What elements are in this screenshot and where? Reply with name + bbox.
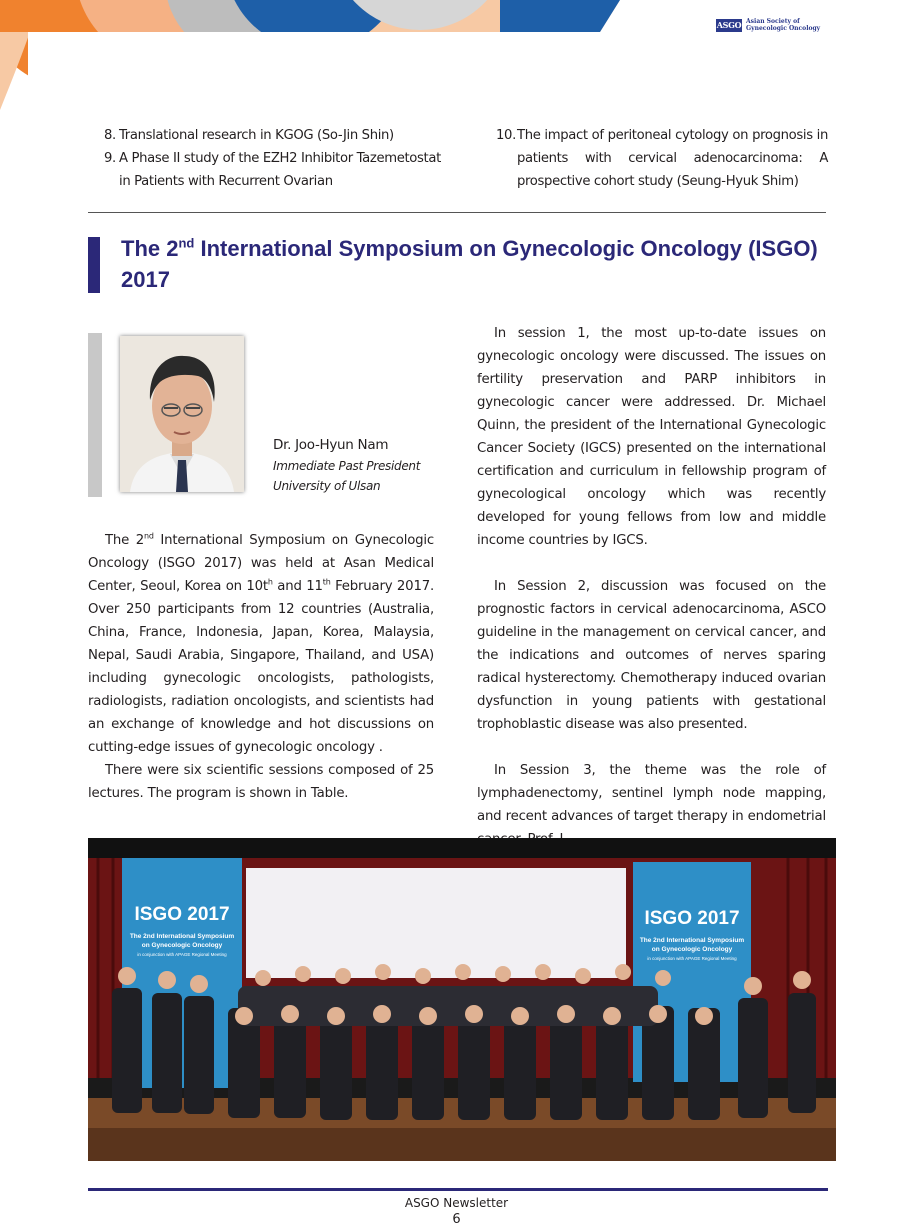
author-name: Dr. Joo-Hyun Nam (273, 437, 389, 453)
author-caption (273, 434, 420, 496)
paragraph: The 2nd International Symposium on Gynecologic Oncology (ISGO 2017) was held at Asan Medical Center, Seoul, Korea on $10t^h$ and 11th February 2017. Over 250 participants from 12 countries (Australia, China, France, Indonesia, Japan, Korea, Malaysia, Nepal, Saudi Arabia, Singapore, Thailand, and USA) including gynecologic oncologists, pathologists, radiologists, radiation oncologists, and scientists had an exchange of knowledge and hot discussions on cutting-edge issues of gynecologic oncology . (88, 531, 434, 755)
lecture-text: The impact of peritoneal cytology on prognosis in patients with cervical adenocarcinoma: A prospective cohort study (Seung-Hyuk Shim) (517, 128, 828, 189)
banner-title: ISGO 2017 (134, 904, 230, 925)
lecture-number: 8. (104, 128, 116, 143)
article-title: The 2nd International Symposium on Gynecologic Oncology (ISGO) 2017 (121, 235, 818, 292)
lecture-list-right (496, 124, 828, 193)
page-number: 6 (452, 1212, 461, 1227)
asgo-logo (716, 18, 820, 32)
footer-rule (88, 1188, 828, 1191)
banner-line: in conjunction with APAGE Regional Meeting (137, 952, 227, 957)
article-column-right (477, 322, 826, 851)
group-photo (88, 838, 836, 1161)
logo-text: Asian Society of Gynecologic Oncology (746, 18, 821, 32)
lecture-number: 9. (104, 151, 116, 166)
paragraph: There were six scientific sessions composed of 25 lectures. The program is shown in Table. (88, 763, 434, 801)
lecture-list-left (88, 124, 448, 193)
footer-newsletter: ASGO Newsletter (404, 1196, 509, 1210)
author-portrait (120, 336, 244, 492)
banner-line: in conjunction with APAGE Regional Meeting (647, 956, 737, 961)
banner-line: on Gynecologic Oncology (651, 946, 733, 953)
section-divider (88, 212, 826, 213)
logo-mark: ASGO (716, 20, 742, 30)
lecture-text: Translational research in KGOG (So-Jin Shin) (119, 128, 394, 143)
author-affiliation: University of Ulsan (273, 479, 381, 493)
header-decoration (0, 0, 913, 110)
paragraph: In session 1, the most up-to-date issues on gynecologic oncology were discussed. The issues on fertility preservation and PARP inhibitors in gynecologic cancer were addressed. Dr. Michael Quinn, the president of the International Gynecologic Cancer Society (IGCS) presented on the international certification and curriculum in fellowship program of gynecological oncology which was recently developed for young fellows from low and middle income countries by IGCS. (477, 326, 826, 548)
lecture-item (88, 124, 448, 147)
portrait-accent-stripe (88, 333, 102, 497)
paragraph: In Session 2, discussion was focused on the prognostic factors in cervical adenocarcinoma, ASCO guideline in the management on cervical cancer, and the indications and outcomes of nerves sparing radical hysterectomy. Chemotherapy induced ovarian dysfunction in young patients with gestational trophoblastic disease was also presented. (477, 579, 826, 732)
banner-line: on Gynecologic Oncology (141, 942, 223, 949)
lecture-item (88, 147, 448, 193)
lecture-item (496, 124, 828, 193)
paragraph: In Session 3, the theme was the role of lymphadenectomy, sentinel lymph node mapping, and recent advances of target therapy in endometrial (477, 763, 826, 824)
article-column-left (88, 529, 434, 805)
lecture-text: A Phase II study of the EZH2 Inhibitor Tazemetostat in Patients with Recurrent Ovarian (119, 151, 441, 189)
banner-line: The 2nd International Symposium (639, 937, 745, 944)
author-role: Immediate Past President (273, 459, 421, 473)
title-accent-bar (88, 237, 100, 293)
banner-line: The 2nd International Symposium (129, 933, 235, 940)
banner-title: ISGO 2017 (644, 908, 740, 929)
lecture-number: 10. (496, 128, 516, 143)
